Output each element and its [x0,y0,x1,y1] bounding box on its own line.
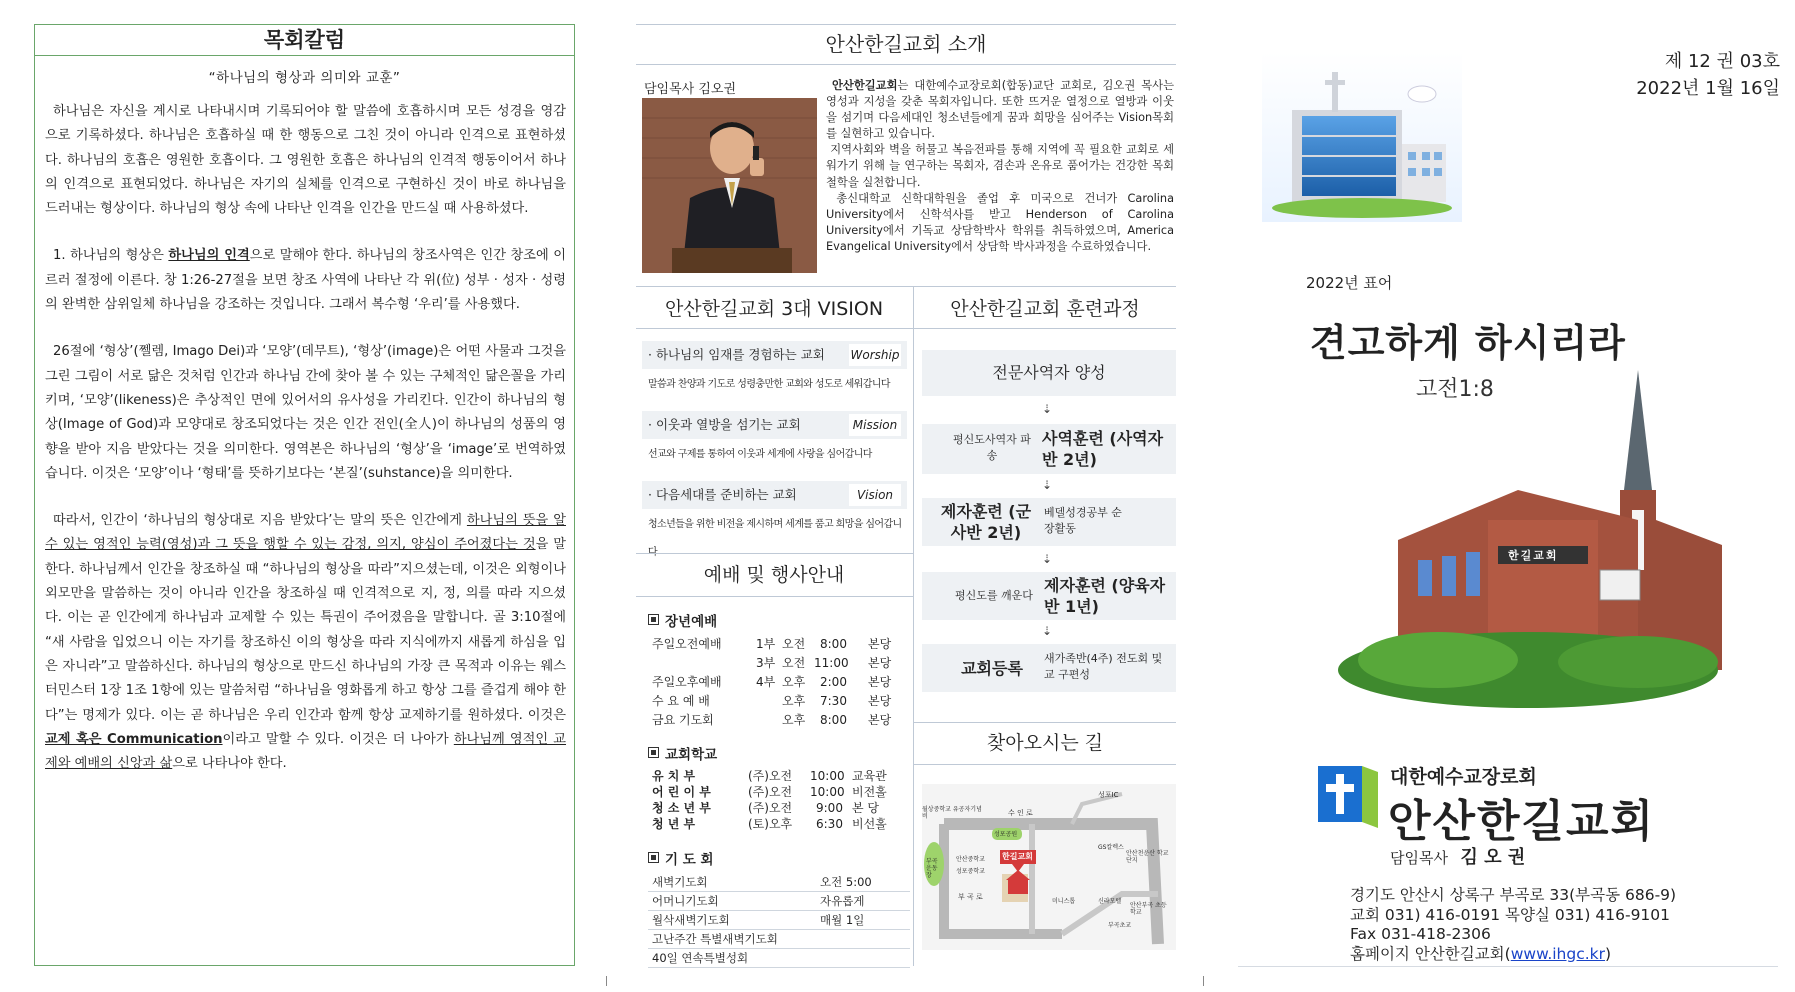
emphasis: 교제 혹은 Communication [45,731,223,747]
worship-row [648,635,910,654]
issue-date: 2022년 1월 16일 [1636,78,1780,99]
cell: 오전 [782,656,806,670]
prayer-row [648,873,910,892]
cell: 청 소 년 부 [652,801,711,815]
cell: (토)오후 [748,817,793,831]
phone-line: 교회 031) 416-0191 목양실 031) 416-9101 [1350,905,1671,924]
pastor-column [34,24,575,966]
cell: 오후 [782,713,806,727]
arrow-down-icon: ⇣ [1042,552,1053,566]
fold-mark [1203,976,1204,986]
training-box-3 [922,498,1176,546]
vision-item-mission [642,411,907,439]
training-small: 평신도를 깨운다 [955,589,1033,602]
prayer-row [648,930,910,949]
pastor-name: 김 오 권 [1460,847,1526,868]
divider [636,64,1176,65]
cell: 월삭새벽기도회 [652,913,730,927]
column-paragraph-4 [45,509,566,776]
denomination: 대한예수교장로회 [1390,766,1537,788]
text: 으로 나타나야 한다. [172,756,287,772]
cell: 자유롭게 [820,894,865,908]
vision-item-vision [642,481,907,509]
training-big: 사역훈련 (사역자반 2년) [1042,429,1164,469]
map-label: 월상중학교 유공자기념비 [922,806,982,820]
map-label: 안산중학교 [956,856,985,863]
section-label: 기 도 회 [665,852,714,868]
training-small: 베델성경공부 순장활동 [1044,506,1122,535]
column-title: 목회칼럼 [35,25,574,56]
column-body [35,100,574,776]
pastor-label: 담임목사 김오권 [644,82,737,97]
cell: 40일 연속특별성회 [652,951,749,965]
training-big: 제자훈련 (양육자반 1년) [1044,576,1166,616]
intro-paragraph [826,142,1174,190]
cross-logo-icon [1318,766,1378,828]
training-box-4 [922,572,1176,620]
homepage-label: 홈페이지 안산한길교회( [1350,944,1511,963]
map-label: 성포공원 [994,831,1018,838]
motto: 견고하게 하시리라 [1310,321,1626,365]
cell: 어 린 이 부 [652,785,711,799]
cell: 주일오전예배 [652,637,722,651]
cell: 본당 [868,694,892,708]
intro-paragraph [826,191,1174,255]
cell: (주)오전 [748,801,793,815]
map-title: 찾아오시는 길 [986,732,1104,754]
training-box-1 [922,350,1176,396]
divider [636,553,913,554]
school-row [648,800,910,816]
intro-title: 안산한길교회 소개 [825,32,987,56]
vision-label: · 다음세대를 준비하는 교회 [648,487,797,502]
cell: 수 요 예 배 [652,694,710,708]
arrow-down-icon: ⇣ [1042,624,1053,638]
cell: 본당 [868,637,892,651]
worship-section-adult [648,610,717,630]
cell: 금요 기도회 [652,713,714,727]
map-label: 부 곡 로 [958,893,983,901]
divider [913,722,1176,723]
map-label: 부곡초교 [1108,922,1132,929]
worship-section-prayer [648,848,714,868]
worship-row [648,654,910,673]
map-label: 부곡운동장 [926,858,938,879]
text: 따라서, 인간이 ‘하나님의 형상대로 지음 받았다’는 말의 뜻은 인간에게 [53,513,467,529]
map-label: 안산부곡 초등학교 [1130,902,1167,916]
cell: 새벽기도회 [652,875,708,889]
cell: 6:30 [816,817,843,831]
cell: 오후 [782,694,806,708]
vision-desc: 말씀과 찬양과 기도로 성령충만한 교회와 성도로 세워갑니다 [648,379,890,390]
map-label: 신라모텔 [1098,898,1122,905]
location-map [922,784,1176,950]
map-label: 성포IC [1098,791,1119,799]
training-box-5 [922,644,1176,692]
worship-section-school [648,743,717,763]
text: 지역사회와 벽을 허물고 복음전파를 통해 지역에 꼭 필요한 교회로 세워가기 위해 늘 연구하는 목회자, 겸손과 온유로 품어가는 건강한 목회철학을 실천합니다. [826,143,1174,189]
homepage-link[interactable]: www.ihgc.kr [1510,944,1606,963]
school-row [648,816,910,832]
building-image [1262,52,1462,222]
cell: 2:00 [820,675,847,689]
text: 을 말한다. 하나님께서 인간을 창조하실 때 “하나님의 형상을 따라”지으셨는데, 이것은 외형이나 외모만을 말씀하는 것이 아니라 인간을 창조하실 때 인격적으로 지, 정, 의를 따라 지으셨다. 이는 곧 인간에게 하나님과 교제할 수 있는 특권이 주어졌음을 말합니다. 골 3:10절에 “새 사람을 입었으니 이는 자기를 창조하신 이의 형상을 따라 지식에까지 새롭게 하심을 입은 자니라”고 말씀하신다. 하나님의 형상으로 만드신 하나님의 가장 큰 목적과 이유는 웨스터민스터 1장 1조 1항에 있는 말씀처럼 “하나님을 영화롭게 하고 항상 그를 즐겁게 해야 한다”는 명제가 있다. 이는 곧 하나님은 우리 인간과 함께 항상 교제하기를 원하셨다. 이것은 [45,537,566,723]
vision-english: Vision [849,484,901,506]
cell: 매월 1일 [820,913,865,927]
vision-desc: 선교와 구제를 통하여 이웃과 세계에 사랑을 심어갑니다 [648,449,872,460]
cell: 고난주간 특별새벽기도회 [652,932,778,946]
checkbox-icon [648,852,659,863]
school-row [648,784,910,800]
prayer-row [648,949,910,968]
cell: 3부 [756,656,776,670]
cell: 8:00 [820,637,847,651]
cell: 10:00 [810,785,845,799]
emphasis: 하나님의 인격 [168,248,250,264]
column-paragraph-1: 하나님은 자신을 계시로 나타내시며 기록되어야 할 말씀에 호흡하시며 모든 성경을 영감으로 기록하셨다. 하나님은 호흡하실 때 한 행동으로 그친 것이 아니라 인격으로 표현하셨다. 하나님의 호흡은 영원한 호흡이다. 그 영원한 호흡은 하나님의 인격적 행동이어서 하나의 인격으로 표현되었다. 하나님은 자기의 실체를 인격으로 구현하신 것이 바로 하나님을 드러내는 형상이다. 하나님의 형상 속에 나타난 인격을 인간을 만드실 때 사용하셨다. [45,104,566,217]
cell: 비전홀 [852,785,887,799]
training-box-2 [922,424,1176,474]
church-name: 안산한길교회 [1388,796,1656,847]
worship-title: 예배 및 행사안내 [703,564,845,586]
vision-item-worship [642,341,907,369]
cover-pastor [1390,843,1525,869]
column-paragraph-2 [45,244,566,317]
cell: 본당 [868,713,892,727]
divider [913,286,914,966]
emphasis: 하나님의 뜻을 알 수 있는 영적인 능력(영성)과 그 뜻을 행할 수 있는 감정, 의지, 양심이 주어졌다는 것 [45,513,566,553]
divider [636,328,1176,329]
issue-info [1620,48,1780,102]
map-label: GS칼렉스 [1098,844,1124,851]
worship-row [648,673,910,692]
text: ) [1605,944,1612,963]
motto-reference: 고전1:8 [1416,377,1494,402]
map-label: 수 인 로 [1008,809,1033,817]
church-name-highlight: 안산한길교회 [832,79,898,92]
homepage-line [1350,945,1676,965]
cell: 주일오후예배 [652,675,722,689]
divider [1238,966,1778,967]
vision-english: Mission [849,414,901,436]
cell: 오전 [782,637,806,651]
pastor-label: 담임목사 [1390,849,1448,867]
training-big: 제자훈련 (군사반 2년) [940,502,1032,542]
worship-row [648,711,910,730]
cell: 청 년 부 [652,817,696,831]
cell: 1부 [756,637,776,651]
cell: 7:30 [820,694,847,708]
emphasis: 하나님께 영적인 교제와 예배의 신앙과 삶 [45,731,567,772]
divider [636,596,913,597]
vision-title: 안산한길교회 3대 VISION [664,298,884,320]
column-subtitle: “하나님의 형상과 의미와 교훈” [208,70,401,86]
intro-paragraph [826,78,1174,142]
cell: 9:00 [816,801,843,815]
training-small: 새가족반(4주) 전도회 및 교 구편성 [1044,652,1163,681]
intro-text [826,78,1174,255]
checkbox-icon [648,614,659,625]
address-line: 경기도 안산시 상록구 부곡로 33(부곡동 686-9) [1350,886,1677,904]
cell: 오후 [782,675,806,689]
cell: 교육관 [852,769,887,783]
map-label: 성포중학교 [956,868,985,875]
year-motto-label: 2022년 표어 [1306,274,1393,292]
vision-label: · 하나님의 임재를 경험하는 교회 [648,347,825,362]
text: 으로 말해야 한다. 하나님의 창조사역은 인간 창조에 이르러 절정에 이른다. 창 1:26-27절을 보면 창조 사역에 나타난 각 위(位) 성부 · 성자 · 성령의 완벽한 삼위일체 하나님을 강조하는 것입니다. 그래서 복수형 ‘우리’를 사용했다. [45,248,566,313]
arrow-down-icon: ⇣ [1042,478,1053,492]
text: 는 대한예수교장로회(합동)교단 교회로, 김오권 목사는 영성과 지성을 갖춘 목회자입니다. 또한 뜨거운 열정으로 열방과 이웃을 섬기며 다음세대인 청소년들에게 꿈과 희망을 심어주는 Vision목회를 실현하고 있습니다. [826,79,1175,141]
church-sign-text: 한길교회 [1508,549,1559,562]
map-label: 미니스톱 [1052,898,1076,905]
cell: 8:00 [820,713,847,727]
arrow-down-icon: ⇣ [1042,402,1053,416]
cell: 10:00 [810,769,845,783]
divider [913,764,1176,765]
cell: 본당 [868,656,892,670]
text: 총신대학교 신학대학원을 졸업 후 미국으로 건너가 Carolina University에서 신학석사를 받고 Henderson of Carolina University에서 기독교 상담학박사 학위를 취득하였으며, America Evangelical University에서 상담학 박사과정을 수료하였습니다. [826,191,1174,253]
training-big: 교회등록 [961,659,1023,678]
church-image [1338,370,1722,708]
divider [636,24,1176,25]
cell: 본 당 [852,801,879,815]
text: 이라고 말할 수 있다. 이것은 더 나아가 [222,731,454,747]
vision-desc: 청소년들을 위한 비전을 제시하며 세계를 품고 희망을 심어갑니 [648,519,902,530]
building-illustration [1262,52,1462,222]
cell: 오전 5:00 [820,875,872,889]
cell: (주)오전 [748,785,793,799]
contact-info [1350,886,1676,964]
map-label: 안산천운산 학교단지 [1126,850,1169,864]
cell: 비선홀 [852,817,887,831]
cell: 본당 [868,675,892,689]
pastor-photo [642,98,817,273]
pastor-photo-illustration [642,98,817,273]
map-label-church: 한길교회 [1002,852,1033,861]
section-label: 장년예배 [665,614,718,630]
issue-number: 제 12 권 03호 [1664,51,1780,72]
training-title: 안산한길교회 훈련과정 [950,298,1140,320]
school-row [648,768,910,784]
cell: (주)오전 [748,769,793,783]
cell: 유 치 부 [652,769,696,783]
prayer-row [648,892,910,911]
training-label: 전문사역자 양성 [992,363,1106,382]
divider [636,286,1176,287]
fax-line: Fax 031-418-2306 [1350,925,1491,943]
vision-english: Worship [849,344,901,366]
column-paragraph-3: 26절에 ‘형상’(쩰렘, Imago Dei)과 ‘모양’(데무트), ‘형상’(image)은 어떤 사물과 그것을 그린 그림이 서로 닮은 것처럼 인간과 하나님 간에 찾아 볼 수 있는 구체적인 닮은꼴을 가리키며, ‘모양’(likeness)은 추상적인 면에 있어서의 유사성을 가리킨다. 인간이 하나님의 형상(Image of God)과 모양대로 창조되었다는 것은 인간 전인(全人)이 하나님의 성품의 영향을 받아 지음 받았다는 것을 의미한다. 영역본은 하나님의 ‘형상’을 ‘image’로 번역하였습니다. 이것은 ‘모양’이나 ‘형태’를 뜻하기보다는 ‘본질’(suhstance)을 의미한다. [45,344,566,481]
cell: 11:00 [814,656,849,670]
worship-row [648,692,910,711]
fold-mark [606,976,607,986]
checkbox-icon [648,747,659,758]
text: 1. 하나님의 형상은 [53,248,169,264]
cell: 어머니기도회 [652,894,719,908]
cell: 4부 [756,675,776,689]
prayer-row [648,911,910,930]
church-logo [1318,766,1378,828]
section-label: 교회학교 [665,747,718,763]
training-small: 평신도사역자 파송 [953,433,1031,462]
church-illustration [1338,370,1722,708]
vision-label: · 이웃과 열방을 섬기는 교회 [648,417,801,432]
